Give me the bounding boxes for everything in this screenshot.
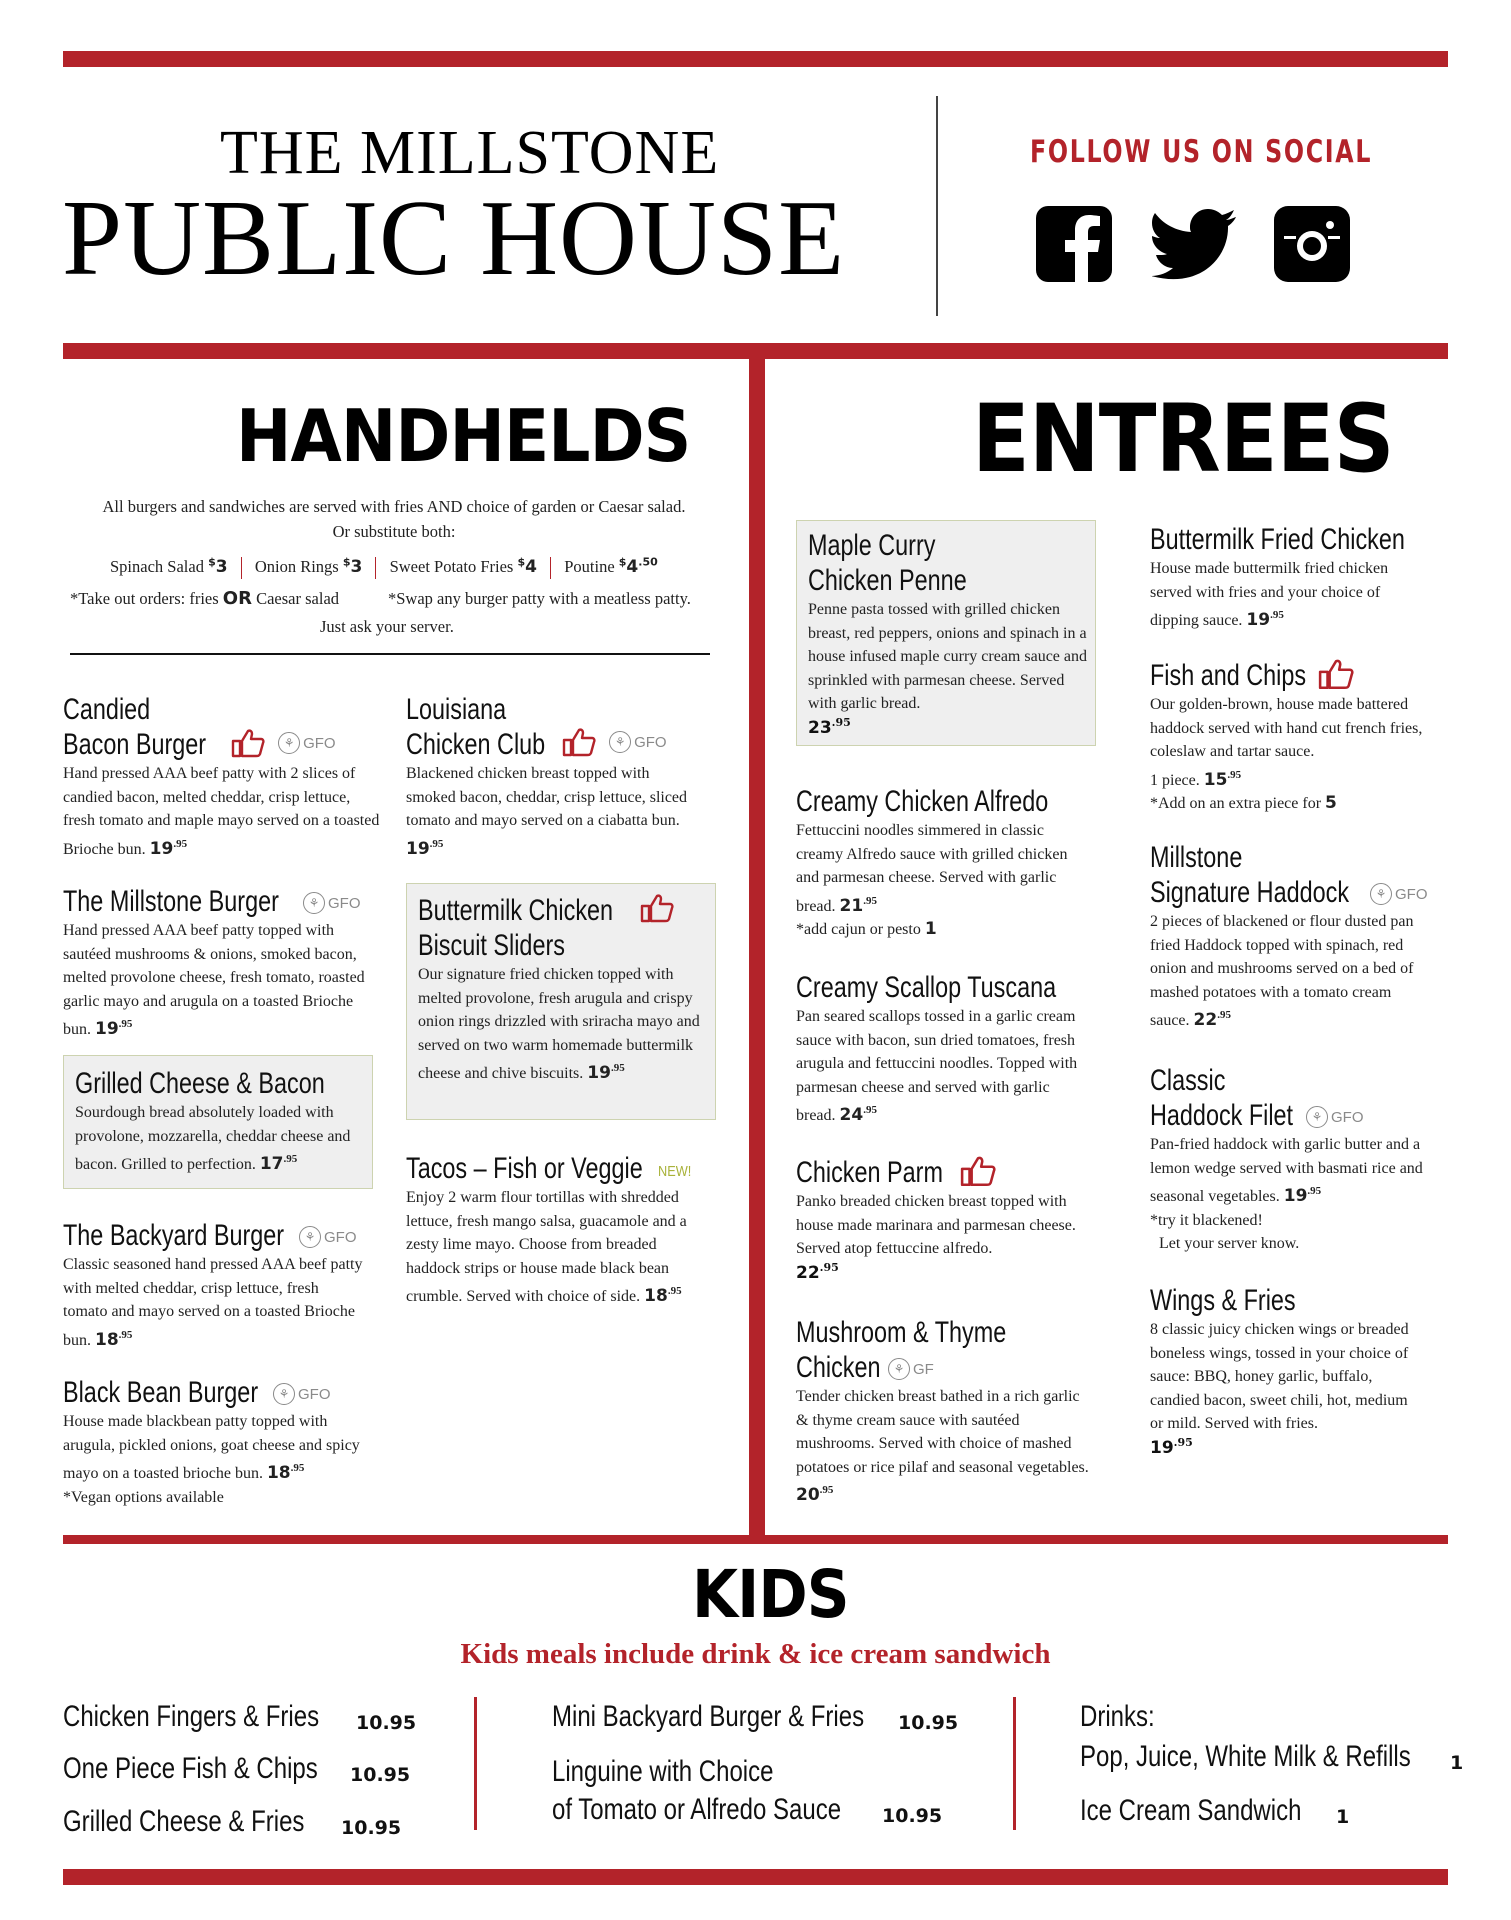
item-portion: 1 piece. $15^{.95}$ — [1150, 768, 1242, 790]
menu-item-tacos — [406, 1151, 716, 1309]
menu-item-creamy-chicken-alfredo — [796, 784, 1096, 942]
item-desc: 8 classic juicy chicken wings or breaded boneless wings, tossed in your choice of sauce: BBQ, honey garlic, buffalo, candied bacon, sweet chili, hot, medium or mild. Served with fries. — [1150, 1321, 1409, 1432]
title-bottom: PUBLIC HOUSE — [62, 179, 846, 298]
menu-item-maple-curry-penne — [808, 528, 1092, 738]
bottom-bar — [63, 1869, 1448, 1885]
menu-item-louisiana-chicken-club — [406, 692, 706, 861]
menu-item-millstone-burger — [63, 884, 383, 1042]
social-label: FOLLOW US ON SOCIAL — [1030, 134, 1373, 170]
menu-item-signature-haddock — [1150, 840, 1440, 1033]
item-name: Creamy Chicken Alfredo — [796, 785, 1049, 818]
item-name: Buttermilk Fried Chicken — [1150, 523, 1405, 556]
sub-spinach: Spinach Salad $3 — [110, 555, 228, 577]
takeout-note: *Take out orders: fries OR Caesar salad — [70, 588, 340, 609]
item-name-line2: Haddock Filet — [1150, 1099, 1294, 1132]
kids-title: KIDS — [692, 1556, 849, 1633]
item-price: $23^{.95}$ — [808, 715, 851, 738]
item-price: $22^{.95}$ — [796, 1260, 839, 1283]
sub-sweet-potato: Sweet Potato Fries $4 — [389, 555, 537, 577]
item-name-line2: Chicken Club — [406, 728, 546, 761]
item-name: The Millstone Burger — [63, 885, 279, 918]
ask-note: Just ask your server. — [320, 617, 454, 636]
menu-item-grilled-cheese-bacon — [75, 1066, 370, 1177]
item-name: Black Bean Burger — [63, 1376, 259, 1409]
column-divider-bar — [749, 359, 765, 1535]
menu-item-fish-and-chips — [1150, 658, 1440, 816]
item-desc: Our golden-brown, house made battered haddock served with hand cut french fries, coleslaw and tartar sauce. — [1150, 696, 1423, 760]
drinks-heading: Drinks: — [1080, 1700, 1155, 1733]
item-desc: Classic seasoned hand pressed AAA beef patty with melted cheddar, crisp lettuce, fresh tomato and mayo served on a toasted Brioche bun. $18^{.95}$ — [63, 1256, 363, 1350]
kids-item-mini-burger: Mini Backyard Burger & Fries 10.95 — [552, 1700, 959, 1734]
item-name-line1: Classic — [1150, 1064, 1226, 1097]
intro-line-2: Or substitute both: — [332, 522, 456, 541]
sub-poutine: Poutine $^{\$}4^{.50}$ — [564, 555, 658, 577]
item-desc: Enjoy 2 warm flour tortillas with shredded lettuce, fresh mango salsa, guacamole and a zesty lime mayo. Choose from breaded haddock strips or house made black bean crumble. Served with choice of side. $18^{.95}$ — [406, 1189, 687, 1306]
item-name: Creamy Scallop Tuscana — [796, 971, 1057, 1004]
kids-item-fish-chips: One Piece Fish & Chips 10.95 — [63, 1752, 411, 1786]
entrees-title: ENTREES — [972, 385, 1394, 494]
header-divider-bar — [63, 343, 1448, 359]
menu-item-haddock-filet — [1150, 1063, 1440, 1256]
handhelds-rule — [70, 653, 710, 655]
kids-top-bar — [63, 1535, 1448, 1544]
menu-item-candied-bacon-burger — [63, 692, 383, 861]
item-note: *Add on an extra piece for 5 — [1150, 793, 1337, 813]
item-desc: Blackened chicken breast topped with smoked bacon, cheddar, crisp lettuce, sliced tomato and mayo served on a ciabatta bun. $19^{.95}$ — [406, 765, 688, 859]
item-note: *Vegan options available — [63, 1488, 224, 1506]
item-desc: Our signature fried chicken topped with melted provolone, fresh arugula and crispy onion rings drizzled with sriracha mayo and served on two warm homemade buttermilk cheese and chive biscuits. $19^{.95}$ — [418, 966, 700, 1083]
gluten-free-option-icon: ⚘ GFO — [609, 731, 667, 753]
item-desc: Hand pressed AAA beef patty topped with sautéed mushrooms & onions, smoked bacon, melted provolone cheese, fresh tomato, roasted garlic mayo and arugula on a toasted Brioche bun. $19^{.95}$ — [63, 922, 365, 1039]
item-name-line1: Candied — [63, 693, 151, 726]
facebook-icon[interactable] — [1036, 206, 1112, 282]
item-name-line2: Biscuit Sliders — [418, 929, 565, 962]
handhelds-intro — [63, 494, 725, 544]
menu-item-black-bean-burger — [63, 1375, 383, 1509]
swap-note: *Swap any burger patty with a meatless patty. — [388, 589, 691, 608]
top-bar — [63, 51, 1448, 67]
item-desc: House made buttermilk fried chicken served with fries and your choice of dipping sauce. $19^{.95}$ — [1150, 560, 1389, 630]
item-name: Tacos – Fish or Veggie — [406, 1152, 643, 1185]
kids-ice-cream-sandwich: Ice Cream Sandwich 1 — [1080, 1794, 1350, 1828]
menu-item-wings-and-fries — [1150, 1283, 1440, 1458]
menu-item-backyard-burger — [63, 1218, 383, 1352]
handhelds-title: HANDHELDS — [236, 394, 691, 478]
kids-item-chicken-fingers: Chicken Fingers & Fries 10.95 — [63, 1700, 417, 1734]
gluten-free-option-icon: ⚘ GFO — [1370, 883, 1428, 905]
thumbs-up-icon — [231, 728, 265, 758]
menu-item-buttermilk-fried-chicken — [1150, 522, 1440, 633]
menu-item-creamy-scallop-tuscana — [796, 970, 1096, 1128]
gluten-free-option-icon: ⚘ GFO — [299, 1226, 357, 1248]
kids-divider-1 — [474, 1697, 477, 1830]
header-vertical-line — [936, 96, 938, 316]
thumbs-up-icon — [562, 727, 596, 757]
kids-drink-pop-juice: Pop, Juice, White Milk & Refills 1 — [1080, 1740, 1464, 1774]
item-desc: Panko breaded chicken breast topped with house made marinara and parmesan cheese. Served atop fettuccine alfredo. — [796, 1193, 1076, 1257]
item-desc: House made blackbean patty topped with arugula, pickled onions, goat cheese and spicy mayo on a toasted brioche bun. $18^{.95}$ — [63, 1413, 360, 1483]
thumbs-up-icon — [960, 1155, 996, 1187]
item-name: Wings & Fries — [1150, 1284, 1296, 1317]
item-name: The Backyard Burger — [63, 1219, 285, 1252]
gluten-free-option-icon: ⚘ GFO — [273, 1383, 331, 1405]
item-desc: Pan seared scallops tossed in a garlic cream sauce with bacon, sun dried tomatoes, fresh arugula and fettuccini noodles. Topped with parmesan cheese and served with garlic bread. $24^{.95}$ — [796, 1008, 1078, 1125]
item-desc: Hand pressed AAA beef patty with 2 slices of candied bacon, melted cheddar, crisp lettuce, fresh tomato and maple mayo served on a toasted Brioche bun. $19^{.95}$ — [63, 765, 380, 859]
item-desc: Penne pasta tossed with grilled chicken breast, red peppers, onions and spinach in a house infused maple curry cream sauce and sprinkled with parmesan cheese. Served with garlic bread. — [808, 601, 1087, 712]
item-desc: Tender chicken breast bathed in a rich garlic & thyme cream sauce with sautéed mushrooms. Served with choice of mashed potatoes or rice pilaf and seasonal vegetables. $20^{.95}$ — [796, 1388, 1089, 1505]
item-desc: Sourdough bread absolutely loaded with provolone, mozzarella, cheddar cheese and bacon. Grilled to perfection. $17^{.95}$ — [75, 1104, 351, 1174]
gluten-free-option-icon: ⚘ GFO — [1306, 1106, 1364, 1128]
instagram-icon[interactable] — [1274, 206, 1350, 282]
sub-onion-rings: Onion Rings $3 — [254, 555, 363, 577]
menu-item-buttermilk-biscuit-sliders — [418, 893, 710, 1086]
twitter-icon[interactable] — [1152, 208, 1238, 280]
intro-line-1: All burgers and sandwiches are served with fries AND choice of garden or Caesar salad. — [102, 497, 686, 516]
item-name-line2: Chicken Penne — [808, 564, 967, 597]
title-top: THE MILLSTONE — [220, 119, 720, 187]
item-name-line2: Bacon Burger — [63, 728, 207, 761]
item-price: $19^{.95}$ — [1150, 1435, 1193, 1458]
item-note: *add cajun or pesto 1 — [796, 919, 937, 939]
item-name-line1: Buttermilk Chicken — [418, 894, 614, 927]
kids-item-linguine: Linguine with Choice of Tomato or Alfredo Sauce 10.95 — [552, 1755, 943, 1827]
kids-subtitle: Kids meals include drink & ice cream sandwich — [460, 1638, 1051, 1670]
item-desc: 2 pieces of blackened or flour dusted pan fried Haddock topped with spinach, red onion and mushrooms served on a bed of mashed potatoes with a tomato cream sauce. $22^{.95}$ — [1150, 913, 1414, 1030]
item-desc: Pan-fried haddock with garlic butter and a lemon wedge served with basmati rice and seasonal vegetables. $19^{.95}$ — [1150, 1136, 1423, 1206]
kids-item-grilled-cheese: Grilled Cheese & Fries 10.95 — [63, 1805, 402, 1839]
item-name-line2: Chicken — [796, 1351, 881, 1384]
item-name: Grilled Cheese & Bacon — [75, 1067, 325, 1100]
item-name: Fish and Chips — [1150, 659, 1307, 692]
item-name-line1: Millstone — [1150, 841, 1243, 874]
new-badge: NEW! — [658, 1163, 692, 1180]
item-name-line1: Maple Curry — [808, 529, 936, 562]
item-name-line2: Signature Haddock — [1150, 876, 1350, 909]
gluten-free-option-icon: ⚘ GFO — [278, 732, 336, 754]
menu-item-mushroom-thyme-chicken — [796, 1315, 1096, 1508]
item-name: Chicken Parm — [796, 1156, 943, 1189]
gluten-free-option-icon: ⚘ GFO — [303, 892, 361, 914]
thumbs-up-icon — [1318, 658, 1354, 690]
item-name-line1: Louisiana — [406, 693, 507, 726]
kids-divider-2 — [1013, 1697, 1016, 1830]
thumbs-up-icon — [640, 893, 674, 923]
item-name-line1: Mushroom & Thyme — [796, 1316, 1007, 1349]
substitutes-row — [110, 549, 658, 580]
item-note: *try it blackened! — [1150, 1211, 1263, 1229]
item-note-2: Let your server know. — [1159, 1235, 1300, 1252]
item-desc: Fettuccini noodles simmered in classic creamy Alfredo sauce with grilled chicken and parmesan cheese. Served with garlic bread. $21^{.95}$ — [796, 822, 1068, 916]
gluten-free-icon: ⚘ GF — [888, 1358, 934, 1380]
menu-item-chicken-parm — [796, 1155, 1096, 1283]
